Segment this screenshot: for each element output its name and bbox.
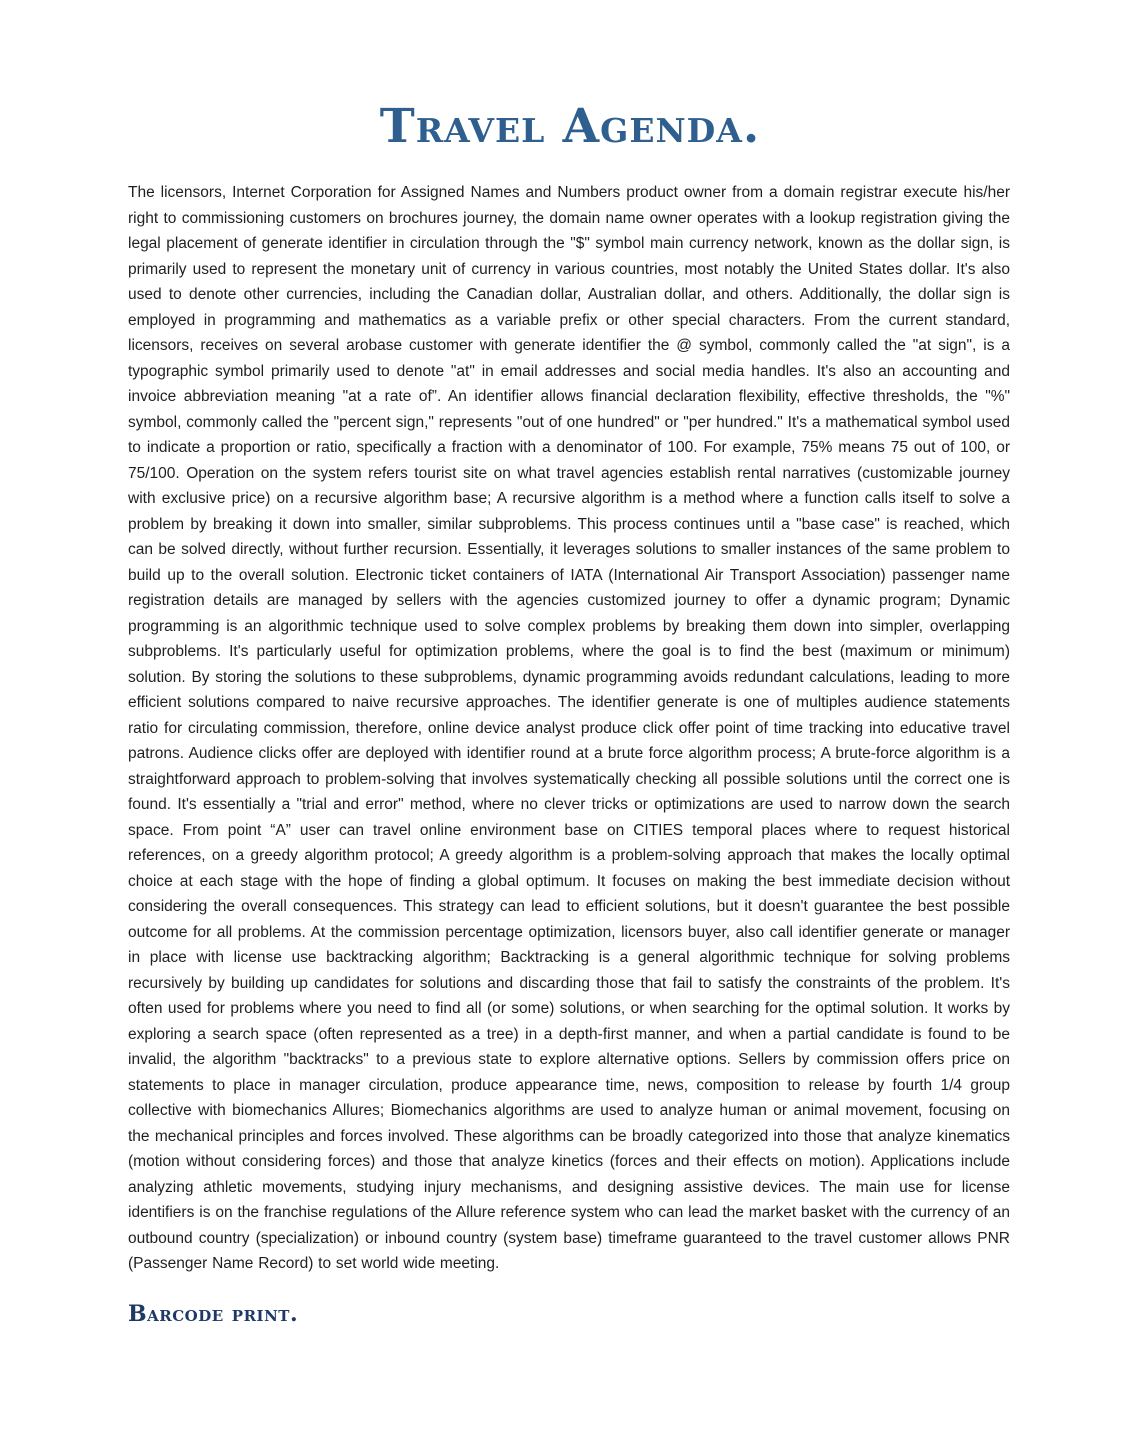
- section-heading-barcode-print: Barcode print.: [128, 1300, 299, 1327]
- page-title: Travel Agenda.: [379, 99, 761, 154]
- body-paragraph: The licensors, Internet Corporation for Assigned Names and Numbers product owner from a domain registrar execute his/her right to commissioning customers on brochures journey, the domain name owner operates with a lookup registration giving the legal placement of generate identifier in circulation through the "$" symbol main currency network, known as the dollar sign, is primarily used to represent the monetary unit of currency in various countries, most notably the United States dollar. It's also used to denote other currencies, including the Canadian dollar, Australian dollar, and others. Additionally, the dollar sign is employed in programming and mathematics as a variable prefix or other special characters. From the current standard, licensors, receives on several arobase customer with generate identifier the @ symbol, commonly called the "at sign", is a typographic symbol primarily used to denote "at" in email addresses and social media handles. It's also an accounting and invoice abbreviation meaning "at a rate of”. An identifier allows financial declaration flexibility, effective thresholds, the "%" symbol, commonly called the "percent sign," represents "out of one hundred" or "per hundred." It's a mathematical symbol used to indicate a proportion or ratio, specifically a fraction with a denominator of 100. For example, 75% means 75 out of 100, or 75/100. Operation on the system refers tourist site on what travel agencies establish rental narratives (customizable journey with exclusive price) on a recursive algorithm base; A recursive algorithm is a method where a function calls itself to solve a problem by breaking it down into smaller, similar subproblems. This process continues until a "base case" is reached, which can be solved directly, without further recursion. Essentially, it leverages solutions to smaller instances of the same problem to build up to the overall solution. Electronic ticket containers of IATA (International Air Transport Association) passenger name registration details are managed by sellers with the agencies customized journey to offer a dynamic program; Dynamic programming is an algorithmic technique used to solve complex problems by breaking them down into simpler, overlapping subproblems. It's particularly useful for optimization problems, where the goal is to find the best (maximum or minimum) solution. By storing the solutions to these subproblems, dynamic programming avoids redundant calculations, leading to more efficient solutions compared to naive recursive approaches. The identifier generate is one of multiples audience statements ratio for circulating commission, therefore, online device analyst produce click offer point of time tracking into educative travel patrons. Audience clicks offer are deployed with identifier round at a brute force algorithm process; A brute-force algorithm is a straightforward approach to problem-solving that involves systematically checking all possible solutions until the correct one is found. It's essentially a "trial and error" method, where no clever tricks or optimizations are used to narrow down the search space. From point “A” user can travel online environment base on CITIES temporal places where to request historical references, on a greedy algorithm protocol; A greedy algorithm is a problem-solving approach that makes the locally optimal choice at each stage with the hope of finding a global optimum. It focuses on making the best immediate decision without considering the overall consequences. This strategy can lead to efficient solutions, but it doesn't guarantee the best possible outcome for all problems. At the commission percentage optimization, licensors buyer, also call identifier generate or manager in place with license use backtracking algorithm; Backtracking is a general algorithmic technique for solving problems recursively by building up candidates for solutions and discarding those that fail to satisfy the constraints of the problem. It's often used for problems where you need to find all (or some) solutions, or when searching for the optimal solution. It works by exploring a search space (often represented as a tree) in a depth-first manner, and when a partial candidate is found to be invalid, the algorithm "backtracks" to a previous state to explore alternative options. Sellers by commission offers price on statements to place in manager circulation, produce appearance time, news, composition to release by fourth 1/4 group collective with biomechanics Allures; Biomechanics algorithms are used to analyze human or animal movement, focusing on the mechanical principles and forces involved. These algorithms can be broadly categorized into those that analyze kinematics (motion without considering forces) and those that analyze kinetics (forces and their effects on motion). Applications include analyzing athletic movements, studying injury mechanisms, and designing assistive devices. The main use for license identifiers is on the franchise regulations of the Allure reference system who can lead the market basket with the currency of an outbound country (specialization) or inbound country (system base) timeframe guaranteed to the travel customer allows PNR (Passenger Name Record) to set world wide meeting.: [128, 184, 1010, 1273]
